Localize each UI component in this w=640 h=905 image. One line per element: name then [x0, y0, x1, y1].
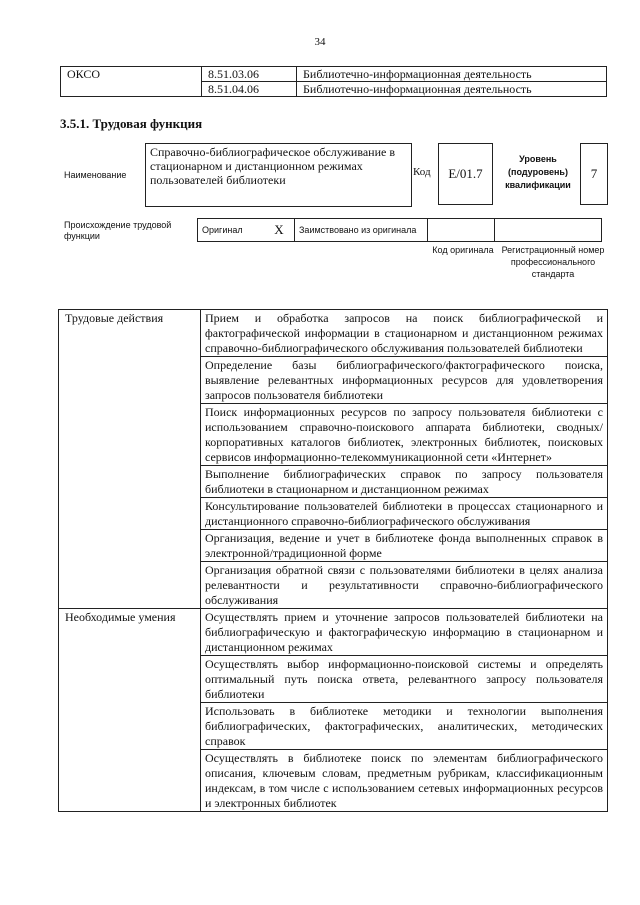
labor-action-item: Поиск информационных ресурсов по запросу пользователя библиотеки с использованием справочно-поискового аппарата библиотеки, сводных/корпоративных каталогов библиотек, электронных библиотек, поисковых сервисов информационно-телекоммуникационной сети «Интернет» [201, 404, 608, 466]
code-original-caption: Код оригинала [432, 245, 494, 255]
original-label: Оригинал [198, 219, 265, 242]
function-name: Справочно-библиографическое обслуживание в стационарном и дистанционном режимах пользователей библиотеки [145, 143, 412, 207]
skill-item: Осуществлять в библиотеке поиск по элементам библиографического описания, ключевым словам, предметным рубрикам, классификационным индексам, в том числе с использованием сетевых информационных ресурсов и электронных библиотек [201, 750, 608, 812]
origin-label: Происхождение трудовой функции [64, 220, 172, 241]
function-name-label: Наименование [64, 170, 127, 180]
okso-label: ОКСО [61, 67, 202, 97]
okso-name: Библиотечно-информационная деятельность [297, 67, 607, 82]
labor-action-item: Организация обратной связи с пользователями библиотеки в целях анализа релевантности и результативности справочно-библиографического обслуживания [201, 562, 608, 609]
labor-action-item: Организация, ведение и учет в библиотеке фонда выполненных справок в электронной/традиционной форме [201, 530, 608, 562]
skills-label: Необходимые умения [59, 609, 201, 812]
borrowed-label: Заимствовано из оригинала [295, 219, 428, 242]
labor-actions-label: Трудовые действия [59, 310, 201, 609]
table-row [198, 219, 602, 242]
function-code-label: Код [413, 166, 431, 178]
qualification-level-label: Уровень (подуровень) квалификации [505, 154, 571, 190]
function-details-table [58, 309, 608, 812]
skill-item: Осуществлять прием и уточнение запросов пользователей библиотеки на библиографическую и фактографическую информацию в стационарном и дистанционном режимах [201, 609, 608, 656]
okso-table [60, 66, 607, 97]
okso-code: 8.51.04.06 [202, 82, 297, 97]
table-row [59, 310, 608, 357]
table-row [61, 67, 607, 82]
skill-item: Использовать в библиотеке методики и технологии выполнения библиографических, фактографических, аналитических, методических справок [201, 703, 608, 750]
okso-code: 8.51.03.06 [202, 67, 297, 82]
origin-table [197, 218, 602, 242]
labor-action-item: Консультирование пользователей библиотеки в процессах стационарного и дистанционного справочно-библиографического обслуживания [201, 498, 608, 530]
original-mark: Х [264, 219, 295, 242]
labor-action-item: Определение базы библиографического/фактографического поиска, выявление релевантных информационных ресурсов для удовлетворения запросов пользователя библиотеки [201, 357, 608, 404]
reg-number-cell [495, 219, 602, 242]
labor-action-item: Прием и обработка запросов на поиск библиографической и фактографической информации в стационарном и дистанционном режимах справочно-библиографического обслуживания пользователей библиотеки [201, 310, 608, 357]
okso-name: Библиотечно-информационная деятельность [297, 82, 607, 97]
table-row [59, 609, 608, 656]
page-number: 34 [314, 36, 326, 48]
skill-item: Осуществлять выбор информационно-поисковой системы и определять оптимальный путь поиска ответа, релевантного запросу пользователя библиотеки [201, 656, 608, 703]
code-original-cell [428, 219, 495, 242]
section-title: 3.5.1. Трудовая функция [60, 116, 203, 131]
qualification-level: 7 [580, 143, 608, 205]
labor-action-item: Выполнение библиографических справок по запросу пользователя библиотеки в стационарном и дистанционном режимах [201, 466, 608, 498]
function-code: Е/01.7 [438, 143, 493, 205]
reg-number-caption: Регистрационный номер профессионального стандарта [501, 245, 605, 279]
